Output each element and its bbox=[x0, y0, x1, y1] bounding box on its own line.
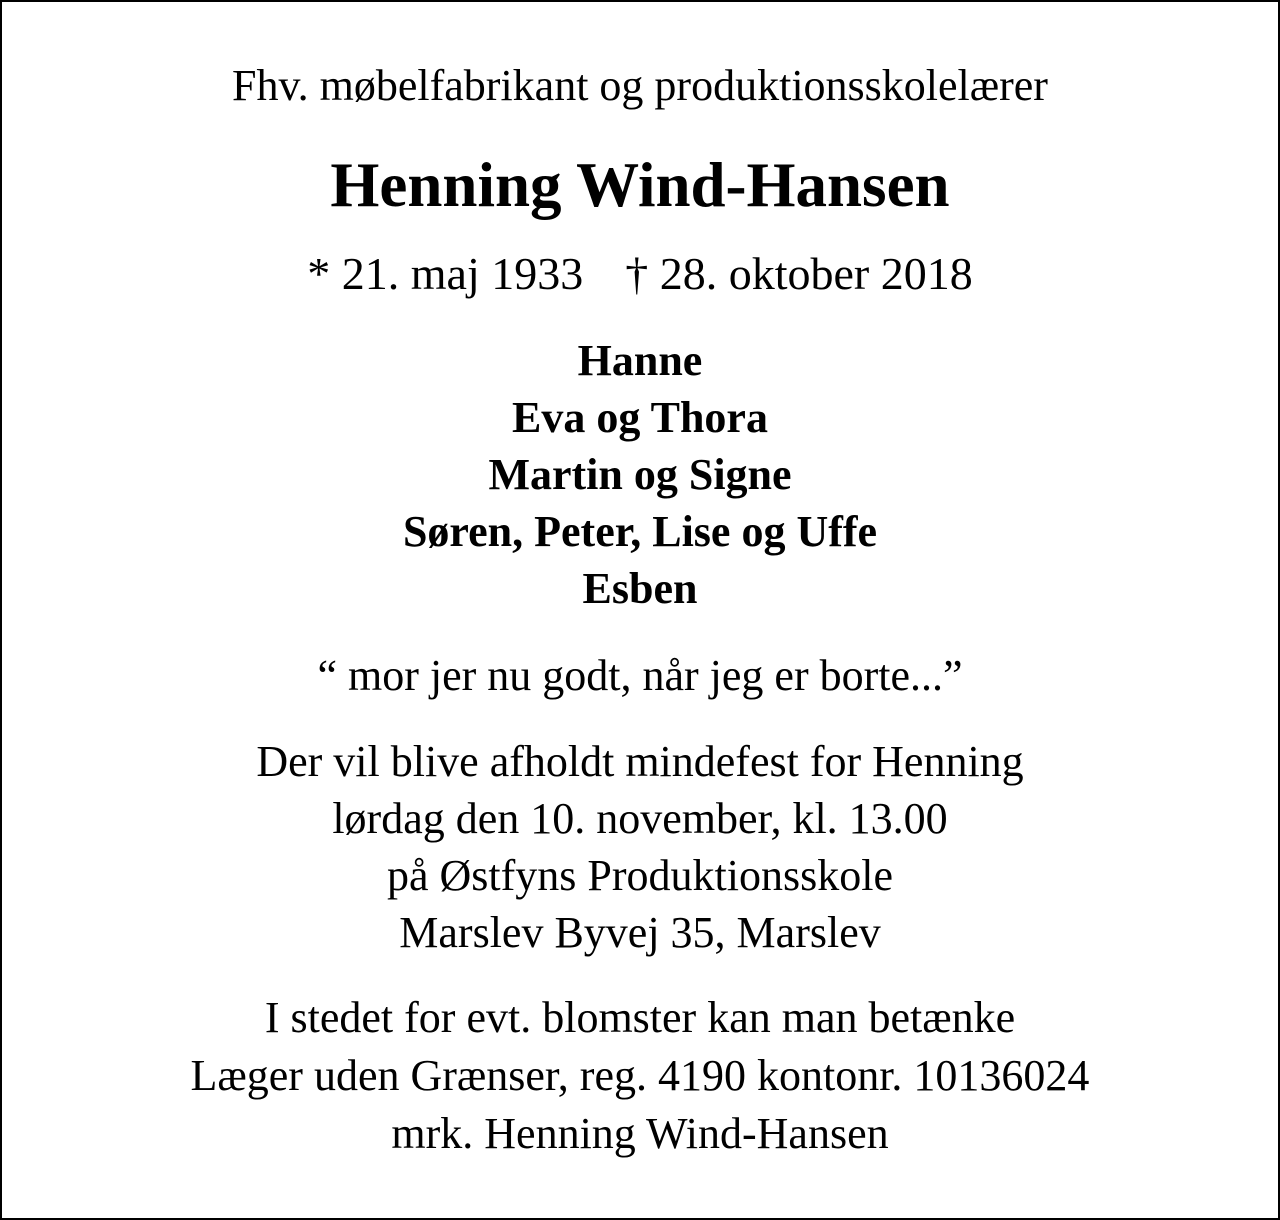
occupation-subtitle bbox=[2, 58, 1278, 114]
life-dates bbox=[2, 245, 1278, 303]
occupation-text: Fhv. møbelfabrikant og produktionsskolelærer bbox=[232, 61, 1048, 110]
deceased-name bbox=[2, 148, 1278, 222]
memorial-line: Der vil blive afholdt mindefest for Henning bbox=[256, 737, 1024, 786]
donation-line: Læger uden Grænser, reg. 4190 kontonr. 10136024 bbox=[190, 1051, 1090, 1100]
memorial-announcement bbox=[2, 733, 1278, 961]
family-name-line: Esben bbox=[582, 564, 698, 613]
quote-text: “ mor jer nu godt, når jeg er borte...” bbox=[317, 651, 963, 700]
birth-date: * 21. maj 1933 bbox=[307, 248, 584, 299]
donation-line: I stedet for evt. blomster kan man betænke bbox=[264, 993, 1016, 1042]
family-name-line: Hanne bbox=[577, 336, 703, 385]
family-names bbox=[2, 332, 1278, 617]
donation-line: mrk. Henning Wind-Hansen bbox=[391, 1109, 889, 1158]
family-name-line: Martin og Signe bbox=[488, 450, 792, 499]
life-dates-line bbox=[2, 245, 1278, 303]
memorial-line: Marslev Byvej 35, Marslev bbox=[399, 908, 881, 957]
family-name-line: Søren, Peter, Lise og Uffe bbox=[402, 507, 878, 556]
memorial-line: på Østfyns Produktionsskole bbox=[387, 851, 893, 900]
death-date: † 28. oktober 2018 bbox=[625, 248, 973, 299]
memorial-line: lørdag den 10. november, kl. 13.00 bbox=[332, 794, 948, 843]
quote bbox=[2, 647, 1278, 705]
donation-request bbox=[2, 989, 1278, 1163]
deceased-name-text: Henning Wind-Hansen bbox=[330, 150, 950, 220]
family-name-line: Eva og Thora bbox=[512, 393, 768, 442]
